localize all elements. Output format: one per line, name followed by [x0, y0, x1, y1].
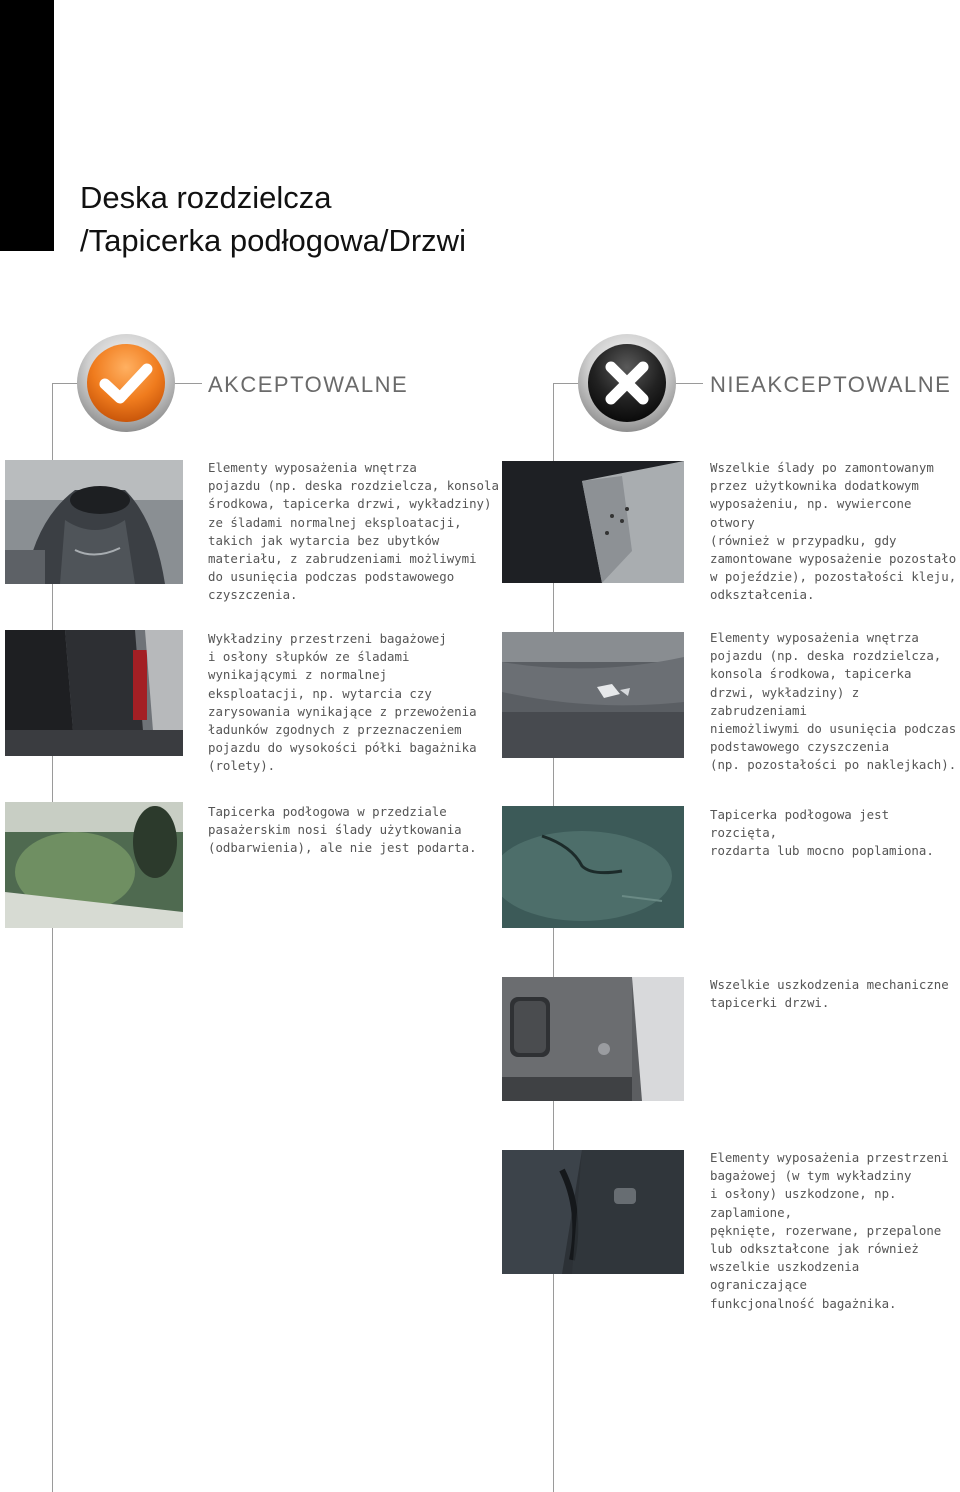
unacceptable-heading: NIEAKCEPTOWALNE	[710, 372, 952, 397]
acceptable-photo-floor	[5, 802, 183, 928]
unacceptable-item-2-text: Elementy wyposażenia wnętrza pojazdu (np. deska rozdzielcza, konsola środkowa, tapicerka drzwi, wykładziny) z zabrudzeniami niemożliwymi do usunięcia podczas podstawowego czyszczenia (np. pozostałości po naklejkach).	[710, 630, 957, 773]
acceptable-photo-dashboard	[5, 460, 183, 584]
page-title-line-2: /Tapicerka podłogowa/Drzwi	[80, 223, 466, 258]
unacceptable-item-5-text: Elementy wyposażenia przestrzeni bagażowej (w tym wykładziny i osłony) uszkodzone, np. zaplamione, pęknięte, rozerwane, przepalone lub odkształcone jak również wszelkie uszkodzenia ograniczające funkcjonalność bagażnika.	[710, 1150, 949, 1311]
unacceptable-photo-drilled	[502, 461, 684, 583]
acceptable-photo-trunk	[5, 630, 183, 756]
unacceptable-photo-door-damage	[502, 977, 684, 1101]
acceptable-item-1-text: Elementy wyposażenia wnętrza pojazdu (np. deska rozdzielcza, konsola środkowa, tapicerka drzwi, wykładziny) ze śladami normalnej eksploatacji, takich jak wytarcia bez ubytków materiału, z zabrudzeniami możliwymi do usunięcia podczas podstawowego czyszczenia.	[208, 460, 499, 603]
acceptable-connector-right	[174, 383, 202, 384]
header-black-bar	[0, 0, 54, 251]
unacceptable-connector-right	[675, 383, 703, 384]
page-title	[80, 176, 466, 262]
unacceptable-badge	[577, 333, 677, 433]
unacceptable-item-4-text: Wszelkie uszkodzenia mechaniczne tapicerki drzwi.	[710, 977, 949, 1011]
page-title-line-1: Deska rozdzielcza	[80, 180, 332, 215]
acceptable-badge	[76, 333, 176, 433]
unacceptable-item-1-text: Wszelkie ślady po zamontowanym przez użytkownika dodatkowym wyposażeniu, np. wywiercone otwory (również w przypadku, gdy zamontowane wyposażenie pozostało w pojeździe), pozostałości kleju, odkształcenia.	[710, 460, 957, 603]
acceptable-item-2-text: Wykładziny przestrzeni bagażowej i osłony słupków ze śladami wynikającymi z normalnej eksploatacji, np. wytarcia czy zarysowania wynikające z przewożenia ładunków zgodnych z przeznaczeniem pojazdu do wysokości półki bagażnika (rolety).	[208, 631, 477, 774]
unacceptable-photo-stickers	[502, 632, 684, 758]
unacceptable-item-3-text: Tapicerka podłogowa jest rozcięta, rozdarta lub mocno poplamiona.	[710, 807, 934, 859]
acceptable-heading: AKCEPTOWALNE	[208, 372, 409, 397]
cross-icon	[577, 333, 677, 433]
unacceptable-connector-left	[553, 383, 579, 384]
check-icon	[76, 333, 176, 433]
acceptable-connector-left	[52, 383, 78, 384]
unacceptable-photo-torn-floor	[502, 806, 684, 928]
acceptable-item-3-text: Tapicerka podłogowa w przedziale pasażerskim nosi ślady użytkowania (odbarwienia), ale nie jest podarta.	[208, 804, 477, 856]
unacceptable-photo-trunk-damage	[502, 1150, 684, 1274]
